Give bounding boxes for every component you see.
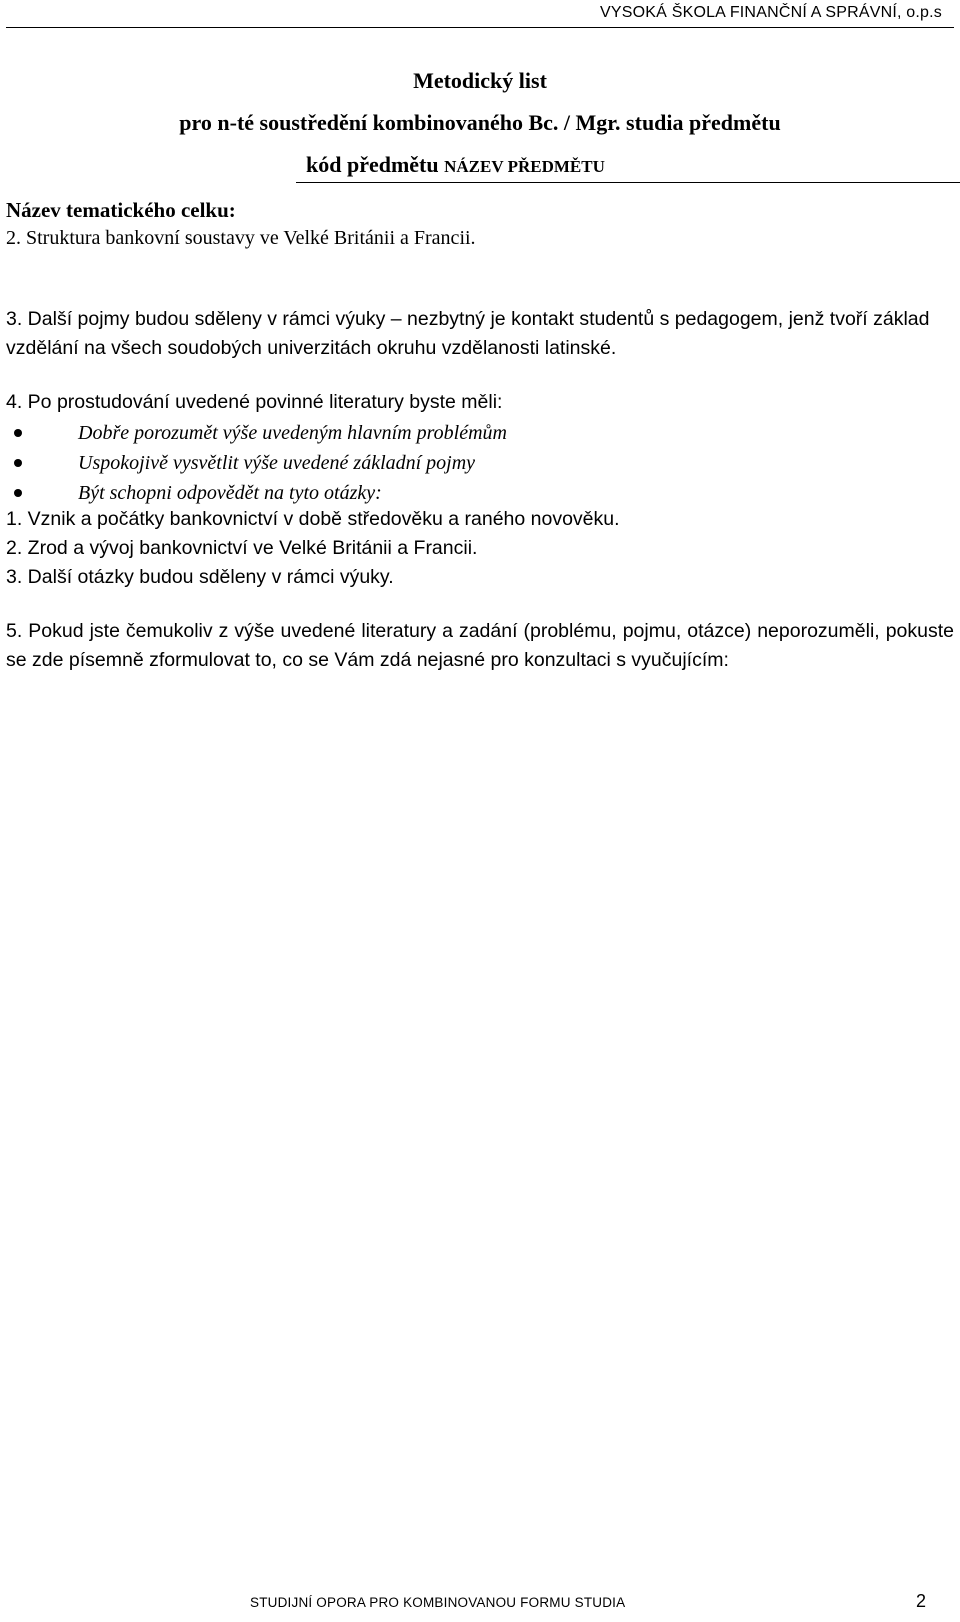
- question-item: 2. Zrod a vývoj bankovnictví ve Velké Británii a Francii.: [6, 537, 478, 559]
- question-item: 1. Vznik a počátky bankovnictví v době středověku a raného novověku.: [6, 508, 620, 530]
- bullet-text: Uspokojivě vysvětlit výše uvedené základní pojmy: [78, 452, 476, 474]
- course-code-prefix: kód předmětu: [306, 152, 445, 177]
- bullet-text: Dobře porozumět výše uvedeným hlavním problémům: [78, 422, 507, 444]
- document-title: Metodický list: [413, 68, 547, 93]
- bullet-item: [6, 448, 507, 478]
- topic-value: 2. Struktura bankovní soustavy ve Velké Británii a Francii.: [6, 227, 476, 249]
- title-rule: [296, 182, 960, 183]
- bullet-text: Být schopni odpovědět na tyto otázky:: [78, 482, 382, 504]
- header-rule: [6, 27, 954, 28]
- bullet-item: [6, 478, 507, 508]
- section-3-paragraph: 3. Další pojmy budou sděleny v rámci výuky – nezbytný je kontakt studentů s pedagogem, jenž tvoří základ vzdělání na všech soudobých univerzitách okruhu vzdělanosti latinské.: [6, 308, 930, 359]
- bullet-dot-icon: [14, 489, 22, 497]
- bullet-dot-icon: [14, 459, 22, 467]
- question-item: 3. Další otázky budou sděleny v rámci výuky.: [6, 566, 394, 588]
- section-5-paragraph: 5. Pokud jste čemukoliv z výše uvedené literatury a zadání (problému, pojmu, otázce) neporozuměli, pokuste se zde písemně zformulovat to, co se Vám zdá nejasné pro konzultaci s vyučujícím:: [6, 620, 954, 671]
- running-footer: STUDIJNÍ OPORA PRO KOMBINOVANOU FORMU STUDIA: [250, 1595, 626, 1610]
- bullet-dot-icon: [14, 429, 22, 437]
- course-name: NÁZEV PŘEDMĚTU: [444, 157, 605, 176]
- question-list: [6, 505, 620, 592]
- section-4-intro: 4. Po prostudování uvedené povinné literatury byste měli:: [6, 391, 503, 413]
- bullet-item: [6, 418, 507, 448]
- course-code-line: [306, 152, 605, 178]
- page-number: 2: [915, 1591, 926, 1611]
- bullet-list: [6, 418, 507, 508]
- running-header: VYSOKÁ ŠKOLA FINANČNÍ A SPRÁVNÍ, o.p.s: [600, 4, 942, 21]
- document-subtitle: pro n-té soustředění kombinovaného Bc. / Mgr. studia předmětu: [179, 110, 781, 135]
- topic-label: Název tematického celku:: [6, 198, 236, 222]
